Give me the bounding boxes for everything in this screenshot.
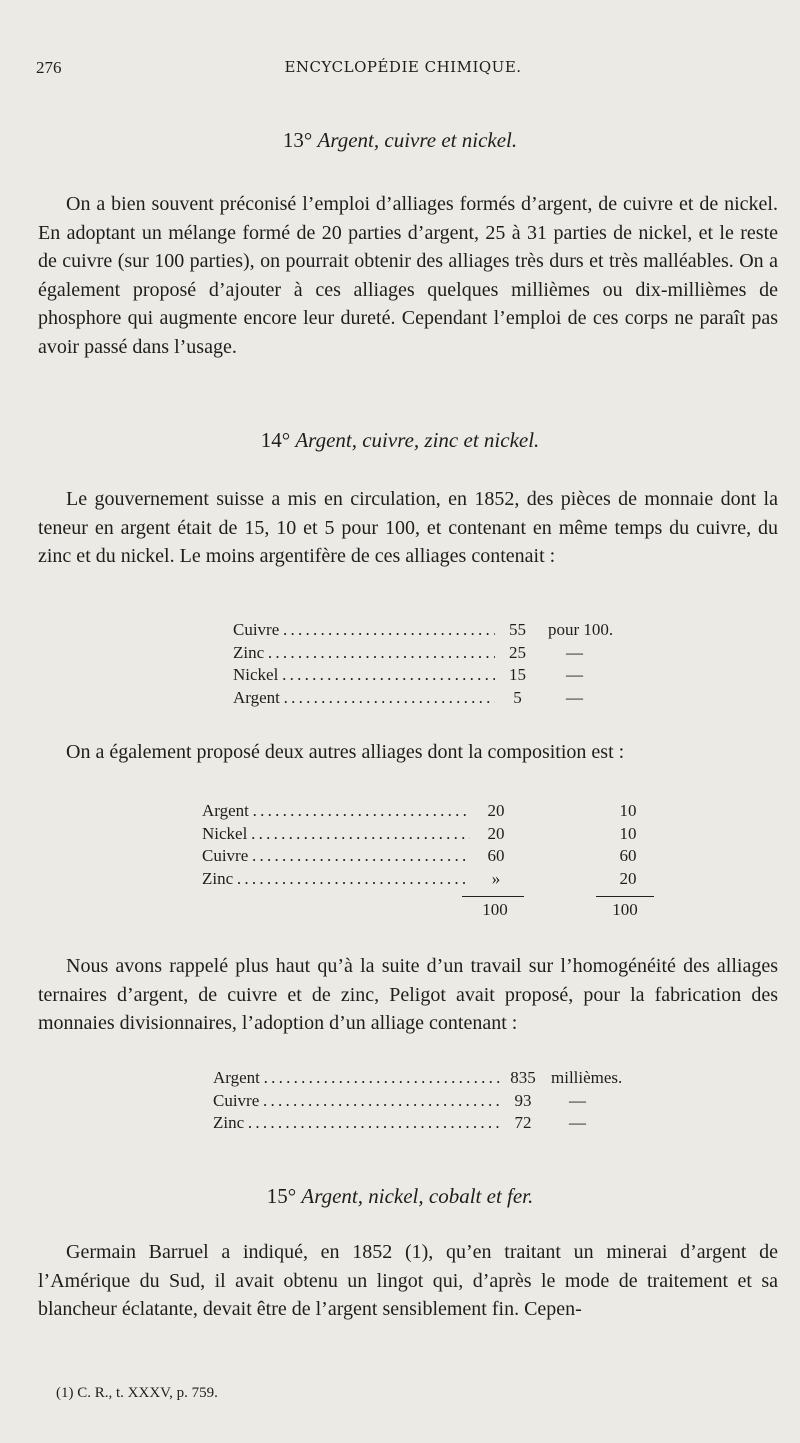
section-15-heading	[0, 1184, 800, 1209]
composition-table-1	[233, 620, 613, 710]
section-13-title: Argent, cuivre et nickel.	[317, 128, 518, 152]
composition-table-3	[213, 1068, 622, 1136]
composition-table-2	[202, 801, 654, 891]
table-row: Nickel . . . 20 10	[202, 824, 654, 847]
section-14-paragraph-2: On a également proposé deux autres alliages dont la composition est :	[66, 741, 625, 763]
footnote: (1) C. R., t. XXXV, p. 759.	[56, 1385, 218, 1401]
table-row: Zinc . . . 25 —	[233, 643, 613, 666]
table-row: Cuivre . . . 93 —	[213, 1091, 622, 1114]
table-row: Cuivre . . . 60 60	[202, 846, 654, 869]
table-row: Argent . . . 20 10	[202, 801, 654, 824]
total-left: 100	[482, 900, 508, 919]
table-row: Nickel . . . 15 —	[233, 665, 613, 688]
page-number: 276	[36, 58, 62, 77]
section-14-heading	[0, 428, 800, 453]
section-14-number: 14°	[260, 428, 291, 452]
section-13-number: 13°	[282, 128, 313, 152]
section-14-paragraph-3: Nous avons rappelé plus haut qu’à la suite d’un travail sur l’homogénéité des alliages ternaires d’argent, de cuivre et de zinc, Peligot avait proposé, pour la fabrication des monnaies divisionnaires, l’adoption d’un alliage contenant :	[38, 955, 778, 1034]
table-row: Argent . . . 5 —	[233, 688, 613, 711]
section-13-heading	[0, 128, 800, 153]
table-row: Zinc . . . 72 —	[213, 1113, 622, 1136]
table-row: Argent . . . 835 millièmes.	[213, 1068, 622, 1091]
section-15-paragraph: Germain Barruel a indiqué, en 1852 (1), qu’en traitant un minerai d’argent de l’Amérique du Sud, il avait obtenu un lingot qui, d’après le mode de traitement et sa blancheur éclatante, devait être de l’argent sensiblement fin. Cepen-	[38, 1241, 778, 1320]
total-rule-left	[462, 896, 524, 897]
running-title: ENCYCLOPÉDIE CHIMIQUE.	[284, 58, 522, 76]
page-header	[36, 58, 770, 84]
table-row: Zinc . . . » 20	[202, 869, 654, 892]
total-rule-right	[596, 896, 654, 897]
table-row: Cuivre . . . 55 pour 100.	[233, 620, 613, 643]
section-15-number: 15°	[266, 1184, 297, 1208]
section-14-paragraph-1: Le gouvernement suisse a mis en circulation, en 1852, des pièces de monnaie dont la teneur en argent était de 15, 10 et 5 pour 100, et contenant en même temps du cuivre, du zinc et du nickel. Le moins argentifère de ces alliages contenait :	[38, 488, 778, 567]
section-13-paragraph: On a bien souvent préconisé l’emploi d’alliages formés d’argent, de cuivre et de nickel. En adoptant un mélange formé de 20 parties d’argent, 25 à 31 parties de nickel, et le reste de cuivre (sur 100 parties), on pourrait obtenir des alliages très durs et très malléables. On a également proposé d’ajouter à ces alliages quelques millièmes ou dix-millièmes de phosphore qui augmente encore leur dureté. Cependant l’emploi de ces corps ne paraît pas avoir passé dans l’usage.	[38, 193, 778, 358]
section-15-title: Argent, nickel, cobalt et fer.	[301, 1184, 534, 1208]
total-right: 100	[612, 900, 638, 919]
section-14-title: Argent, cuivre, zinc et nickel.	[295, 428, 540, 452]
